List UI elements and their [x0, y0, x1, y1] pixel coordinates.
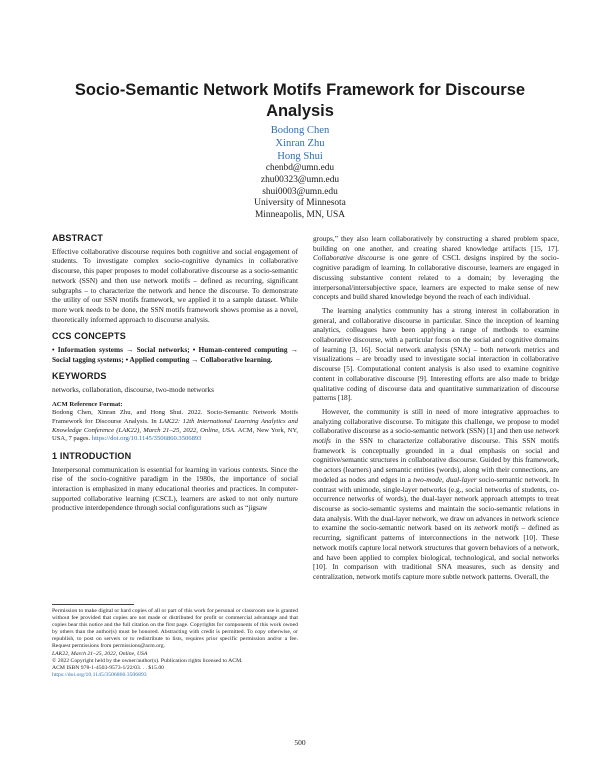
abstract-heading: ABSTRACT — [52, 233, 104, 243]
footnote-doi-link[interactable]: https://doi.org/10.1145/3506860.3506893 — [52, 671, 147, 678]
reference-format-label: ACM Reference Format: — [52, 400, 123, 408]
intro-paragraph: Interpersonal communication is essential for learning in various contexts. Since the rise of the socio-cognitive paradigm in the 1980s, the importance of social interaction is emphasized in many educational theories and practices. In computer-supported collaborative learning (CSCL), learners are asked to not only nurture productive interdependence through social configurations such as “jigsaw — [52, 464, 298, 513]
text-run: groups,” they also learn collaboratively by constructing a shared problem space, building on one another, and creating shared knowledge artifacts [15, 17]. — [313, 234, 559, 253]
ccs-text: • Information systems → Social networks; • Human-centered computing → Social tagging systems; • Applied computing → Collaborative learning. — [52, 345, 298, 364]
page-number: 500 — [294, 738, 306, 747]
author-block — [150, 125, 450, 221]
author-name: Hong Shui — [277, 150, 323, 162]
author-name: Bodong Chen — [270, 125, 330, 136]
copyright-footnote — [52, 608, 298, 679]
author-location: Minneapolis, MN, USA — [254, 209, 346, 220]
intro-paragraph: The learning analytics community has a strong interest in collaboration in general, and collaborative discourse in particular. Since the inception of learning analytics, colleagues have been applying a range of methods to examine collaborative discourse, with a particular focus on the social and cognitive domains of learning [3, 16]. Social network analysis (SNA) – both network metrics and visualizations – are broadly used to investigate social interaction in collaborative discourse [5]. Computational content analysis is also used to examine cognitive content in collaborative discourse [9]. Interesting efforts are also made to bridge qualitative coding of discourse data and quantitative summarization of discourse patterns [18]. — [313, 305, 559, 403]
text-run: However, the community is still in need of more integrative approaches to analyzing collaborative discourse. To mitigate this challenge, we propose to model collaborative discourse as a socio-semantic network (SSN) [1] and then use — [313, 406, 559, 436]
keywords-text: networks, collaboration, discourse, two-mode networks — [52, 385, 214, 395]
text-run: network motifs — [313, 426, 559, 446]
reference-venue: LAK22: 12th International Learning Analytics and Knowledge Conference (LAK22), March 21–25, 2022, Online, USA. — [52, 418, 298, 434]
author-email: shui0003@umn.edu — [262, 186, 338, 197]
paper-title: Socio-Semantic Network Motifs Framework for Discourse Analysis — [74, 81, 526, 120]
isbn-line: ACM ISBN 978-1-4503-9573-1/22/03. . . $15.00 — [52, 664, 165, 671]
author-affiliation: University of Minnesota — [254, 198, 346, 209]
text-run: is one genre of CSCL designs inspired by the socio-cognitive paradigm of learning. In collaborative discourse, learners are engaged in discussing substantive content related to a domain; by leveraging the interpersonal/intersubjective space, learners are expected to make sense of new concepts and build shared knowledge beyond the reach of each individual. — [313, 253, 559, 302]
keywords-heading: KEYWORDS — [52, 371, 107, 382]
author-email: zhu00323@umn.edu — [260, 174, 340, 185]
reference-publisher: ACM, New York, NY, USA, 7 pages. — [52, 426, 298, 443]
reference-authors: Bodong Chen, Xinran Zhu, and Hong Shui. 2022. Socio-Semantic Network Motifs Framework for Discourse Analysis. In — [52, 409, 298, 426]
text-run: in the SSN to characterize collaborative discourse. This SSN motifs framework is conceptually grounded in a dual emphasis on social and cognitive/semantic structures in collaborative discourse. Guided by this framework, the actors (learners) and semantic entities (words), along with their connections, are modeled as nodes and edges in a — [313, 436, 560, 484]
reference-doi-link[interactable]: https://doi.org/10.1145/3506860.3506893 — [91, 435, 202, 443]
text-run: two-mode, dual-layer — [413, 474, 477, 484]
reference-format — [52, 401, 298, 444]
author-name: Xinran Zhu — [275, 137, 325, 149]
conference-info: LAK22, March 21–25, 2022, Online, USA — [52, 650, 148, 657]
right-column — [313, 234, 559, 586]
intro-paragraph — [313, 234, 559, 302]
intro-paragraph — [313, 407, 559, 582]
author-email: chenbd@umn.edu — [265, 163, 335, 174]
footnote-rule — [52, 604, 134, 605]
text-run: – defined as recurring, significant patterns of interconnections in the network [10]. These network motifs capture local network structures that govern behaviors of a network, and have been applied to complex biological, technological, and social networks [10]. In comparison with traditional SNA measures, such as density and centralization, network motifs capture more subtle network patterns. Overall, the — [313, 523, 559, 581]
text-run: network motifs — [474, 523, 519, 533]
text-run: Collaborative discourse — [313, 253, 386, 263]
text-run: socio-semantic network. In contrast with unimode, single-layer networks (e.g., social networks of students, co-occurrence networks of words), the dual-layer network approach attempts to treat discourse as socio-semantic systems and maintain the socio-semantic relations in data analysis. With the dual-layer network, we draw on advances in network science to examine the socio-semantic network based on its — [313, 474, 560, 533]
left-column — [52, 234, 298, 517]
intro-heading: 1 INTRODUCTION — [52, 450, 132, 461]
abstract-text: Effective collaborative discourse requires both cognitive and social engagement of students. To investigate complex socio-cognitive dynamics in collaborative discourse, this paper proposes to model collaborative discourse as a socio-semantic network (SSN) and then use network motifs – defined as recurring, significant subgraphs – to characterize the network and hence the discourse. To demonstrate the utility of our SSN motifs framework, we applied it to a sample dataset. While more work needs to be done, the SSN motifs framework shows promise as a novel, theoretically informed approach to discourse analysis. — [52, 246, 298, 324]
ccs-heading: CCS CONCEPTS — [52, 331, 126, 342]
copyright-line: © 2022 Copyright held by the owner/author(s). Publication rights licensed to ACM. — [52, 657, 243, 664]
permission-notice: Permission to make digital or hard copies of all or part of this work for personal or classroom use is granted without fee provided that copies are not made or distributed for profit or commercial advantage and that copies bear this notice and the full citation on the first page. Copyrights for components of this work owned by others than the author(s) must be honored. Abstracting with credit is permitted. To copy otherwise, or republish, to post on servers or to redistribute to lists, requires prior specific permission and/or a fee. Request permissions from permissions@acm.org. — [52, 608, 298, 650]
